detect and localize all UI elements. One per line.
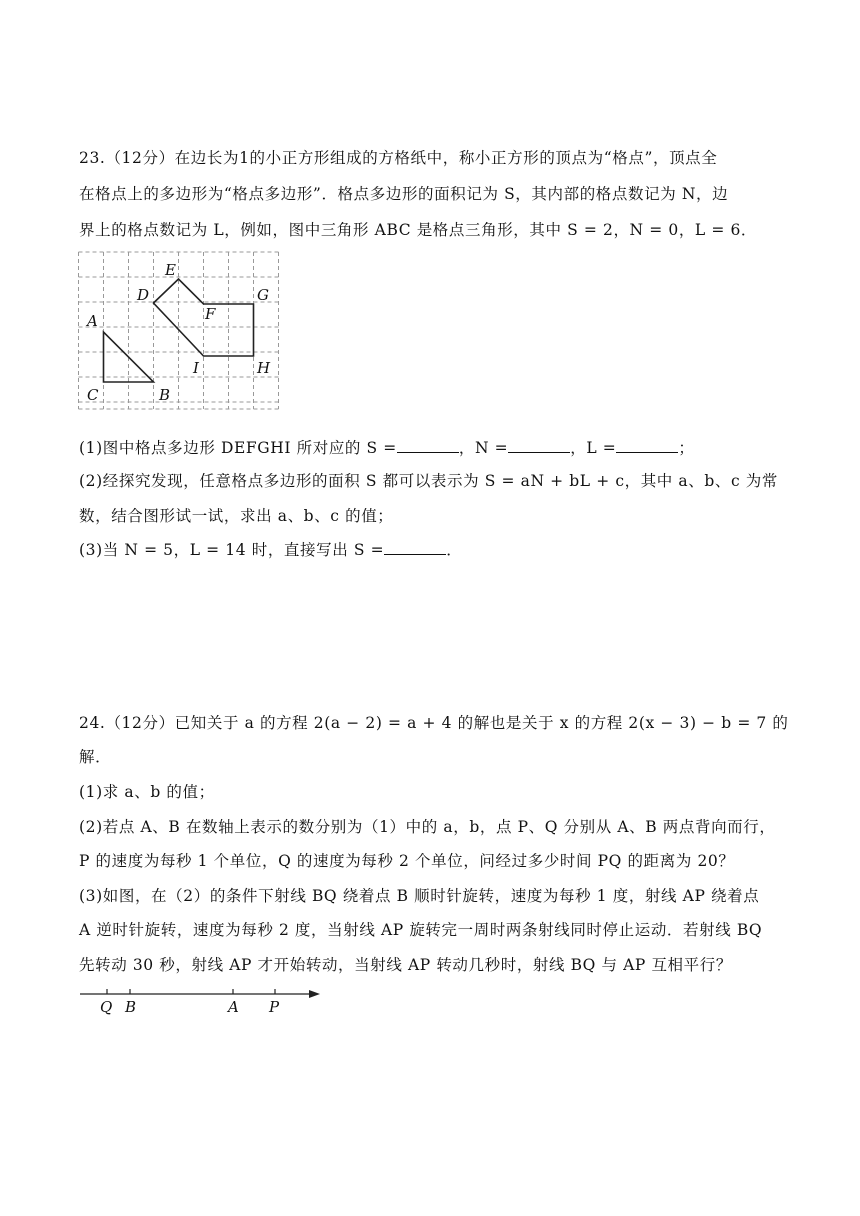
label-A: A	[87, 312, 98, 330]
label-C: C	[87, 386, 99, 404]
q23-line-1: 23.（12分）在边长为1的小正方形组成的方格纸中，称小正方形的顶点为“格点”，顶点全	[79, 149, 718, 167]
label-F: F	[205, 305, 216, 323]
q24-part-2-line-1: (2)若点 A、B 在数轴上表示的数分别为（1）中的 a，b，点 P、Q 分别从 A、B 两点背向而行，	[79, 818, 776, 836]
q23-part-3	[79, 538, 462, 560]
q23-part-1-end: ；	[678, 439, 695, 457]
axis-label-B: B	[125, 998, 137, 1016]
q24-part-3-line-1: (3)如图，在（2）的条件下射线 BQ 绕着点 B 顺时针旋转，速度为每秒 1 度，射线 AP 绕着点	[79, 887, 760, 905]
number-line	[80, 988, 330, 1018]
q24-part-1: (1)求 a、b 的值；	[79, 783, 215, 801]
q23-part-3-prefix: (3)当 N = 5，L = 14 时，直接写出 S =	[79, 541, 385, 559]
axis-label-A: A	[228, 998, 239, 1016]
q23-part-2-line-1: (2)经探究发现，任意格点多边形的面积 S 都可以表示为 S = aN + bL + c，其中 a、b、c 为常	[79, 472, 778, 490]
label-H: H	[257, 359, 271, 377]
answer-blank-l[interactable]	[616, 438, 678, 453]
q23-part-1-l: ，L =	[570, 439, 617, 457]
q23-part-1-prefix: (1)图中格点多边形 DEFGHI 所对应的 S =	[79, 439, 397, 457]
label-D: D	[137, 286, 150, 304]
q24-part-3-line-3: 先转动 30 秒，射线 AP 才开始转动，当射线 AP 转动几秒时，射线 BQ 与 AP 互相平行？	[79, 956, 732, 974]
axis-label-P: P	[269, 998, 280, 1016]
answer-blank-n[interactable]	[508, 438, 570, 453]
q24-part-3-line-2: A 逆时针旋转，速度为每秒 2 度，当射线 AP 旋转完一周时两条射线同时停止运动．若射线 BQ	[79, 921, 763, 939]
q24-line-2: 解．	[79, 748, 112, 766]
axis-arrow-icon	[309, 990, 320, 998]
q23-part-1-n: ，N =	[458, 439, 509, 457]
label-I: I	[193, 359, 199, 377]
axis-label-Q: Q	[100, 998, 113, 1016]
q24-line-1: 24.（12分）已知关于 a 的方程 2(a − 2) = a + 4 的解也是关于 x 的方程 2(x − 3) − b = 7 的	[79, 714, 789, 732]
grid-figure	[77, 250, 283, 412]
q23-part-2-line-2: 数，结合图形试一试，求出 a、b、c 的值；	[79, 507, 394, 525]
q24-part-2-line-2: P 的速度为每秒 1 个单位，Q 的速度为每秒 2 个单位，问经过多少时间 PQ 的距离为 20？	[79, 852, 735, 870]
q23-line-2: 在格点上的多边形为“格点多边形”．格点多边形的面积记为 S，其内部的格点数记为 N，边	[79, 185, 729, 203]
label-G: G	[257, 286, 269, 304]
label-E: E	[165, 261, 176, 279]
answer-blank-s[interactable]	[397, 438, 459, 453]
label-B: B	[159, 386, 171, 404]
answer-blank-s3[interactable]	[384, 540, 446, 555]
q23-part-1	[79, 436, 695, 458]
q23-line-3: 界上的格点数记为 L，例如，图中三角形 ABC 是格点三角形，其中 S = 2，N = 0，L = 6．	[79, 221, 758, 239]
q23-part-3-end: ．	[446, 541, 463, 559]
